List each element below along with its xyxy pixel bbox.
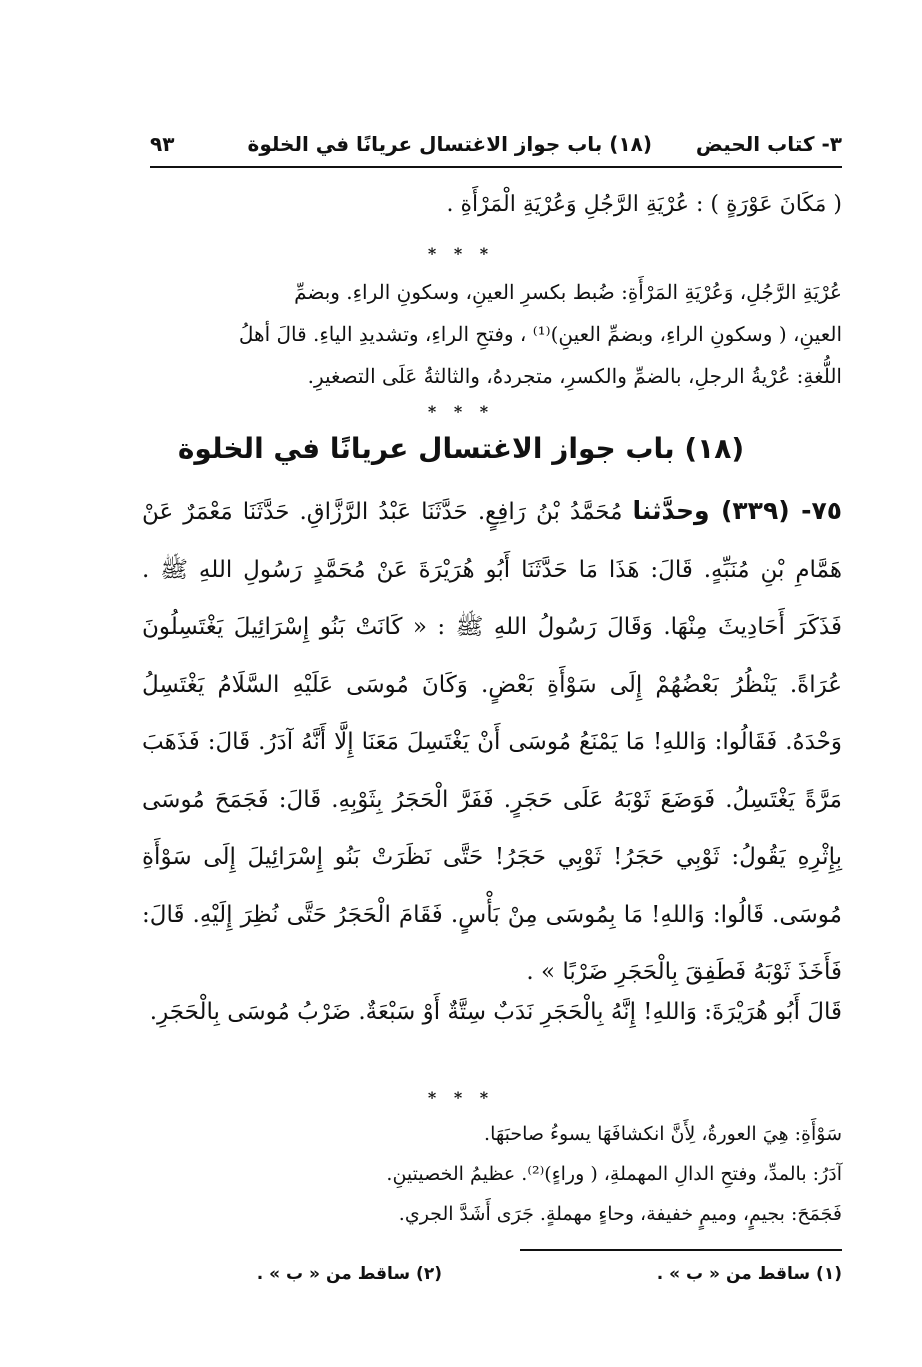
- hadith-text: [142, 482, 842, 1002]
- page-number: ٩٣: [150, 132, 175, 156]
- footnote-divider: [520, 1249, 842, 1251]
- commentary-line: اللُّغةِ: عُرْيةُ الرجلِ، بالضمِّ والكسرِ، متجردهُ، والثالثةُ عَلَى التصغيرِ.: [307, 364, 842, 388]
- separator-stars: * * *: [427, 1088, 495, 1107]
- gloss-note: آدَرُ: بالمدِّ، وفتحِ الدالِ المهملةِ، ( وراءٍ)⁽²⁾. عظيمُ الخصيتينِ.: [386, 1163, 842, 1185]
- header-divider: [150, 166, 842, 168]
- separator-stars: * * *: [427, 244, 495, 263]
- chapter-title: ٣- كتاب الحيض: [695, 132, 842, 156]
- commentary-line: العينِ، ( وسكونِ الراءِ، وبضمِّ العينِ)⁽¹⁾ ، وفتحِ الراءِ، وتشديدِ الياءِ. قالَ أهلُ: [238, 322, 842, 346]
- hadith-body: مُحَمَّدُ بْنُ رَافِعٍ. حَدَّثَنَا عَبْدُ الرَّزَّاقِ. حَدَّثَنَا مَعْمَرٌ عَنْ هَمَّامِ بْنِ مُنَبِّهٍ. قَالَ: هَذَا مَا حَدَّثَنَا أَبُو هُرَيْرَةَ عَنْ مُحَمَّدٍ رَسُولِ اللهِ ﷺ . فَذَكَرَ أَحَادِيثَ مِنْهَا. وَقَالَ رَسُولُ اللهِ ﷺ : « كَانَتْ بَنُو إِسْرَائِيلَ يَغْتَسِلُونَ عُرَاةً. يَنْظُرُ بَعْضُهُمْ إِلَى سَوْأَةِ بَعْضٍ. وَكَانَ مُوسَى عَلَيْهِ السَّلَامُ يَغْتَسِلُ وَحْدَهُ. فَقَالُوا: وَاللهِ! مَا يَمْنَعُ مُوسَى أَنْ يَغْتَسِلَ مَعَنَا إِلَّا أَنَّهُ آدَرُ. قَالَ: فَذَهَبَ مَرَّةً يَغْتَسِلُ. فَوَضَعَ ثَوْبَهُ عَلَى حَجَرٍ. فَفَرَّ الْحَجَرُ بِثَوْبِهِ. قَالَ: فَجَمَحَ مُوسَى بِإِثْرِهِ يَقُولُ: ثَوْبِي حَجَرُ! ثَوْبِي حَجَرُ! حَتَّى نَظَرَتْ بَنُو إِسْرَائِيلَ إِلَى سَوْأَةِ مُوسَى. قَالُوا: وَاللهِ! مَا بِمُوسَى مِنْ بَأْسٍ. فَقَامَ الْحَجَرُ حَتَّى نُظِرَ إِلَيْهِ. قَالَ: فَأَخَذَ ثَوْبَهُ فَطَفِقَ بِالْحَجَرِ ضَرْبًا » .: [142, 499, 842, 985]
- glossary-notes: [142, 1114, 842, 1234]
- gloss-note: فَجَمَحَ: بجيمٍ، وميمٍ خفيفة، وحاءٍ مهملةٍ. جَرَى أَشَدَّ الجري.: [398, 1203, 842, 1225]
- commentary-line: عُرْيَةِ الرَّجُلِ، وَعُرْيَةِ المَرْأَةِ: ضُبط بكسرِ العينِ، وسكونِ الراءِ. وبضمِّ: [294, 280, 842, 304]
- section-title: (١٨) باب جواز الاغتسال عريانًا في الخلوة: [247, 132, 652, 156]
- footnote-1: (١) ساقط من « ب » .: [656, 1264, 842, 1284]
- hadith-number: ٧٥- (٣٣٩) وحدَّثنا: [632, 496, 843, 525]
- hadith-closing: قَالَ أَبُو هُرَيْرَةَ: وَاللهِ! إِنَّهُ بِالْحَجَرِ نَدَبٌ سِتَّةٌ أَوْ سَبْعَةٌ. ضَرْبُ مُوسَى بِالْحَجَرِ.: [149, 999, 842, 1025]
- footnote-2: (٢) ساقط من « ب » .: [256, 1264, 442, 1284]
- gloss-note: سَوْأَةِ: هِيَ العورةُ، لِأَنَّ انكشافَهَا يسوءُ صاحبَهَا.: [484, 1123, 842, 1145]
- separator-stars: * * *: [427, 402, 495, 421]
- running-header: [150, 128, 842, 162]
- intro-gloss: ( مَكَانَ عَوْرَةٍ ) : عُرْيَةِ الرَّجُلِ وَعُرْيَةِ الْمَرْأَةِ .: [446, 192, 842, 217]
- chapter-heading: (١٨) باب جواز الاغتسال عريانًا في الخلوة: [177, 432, 745, 465]
